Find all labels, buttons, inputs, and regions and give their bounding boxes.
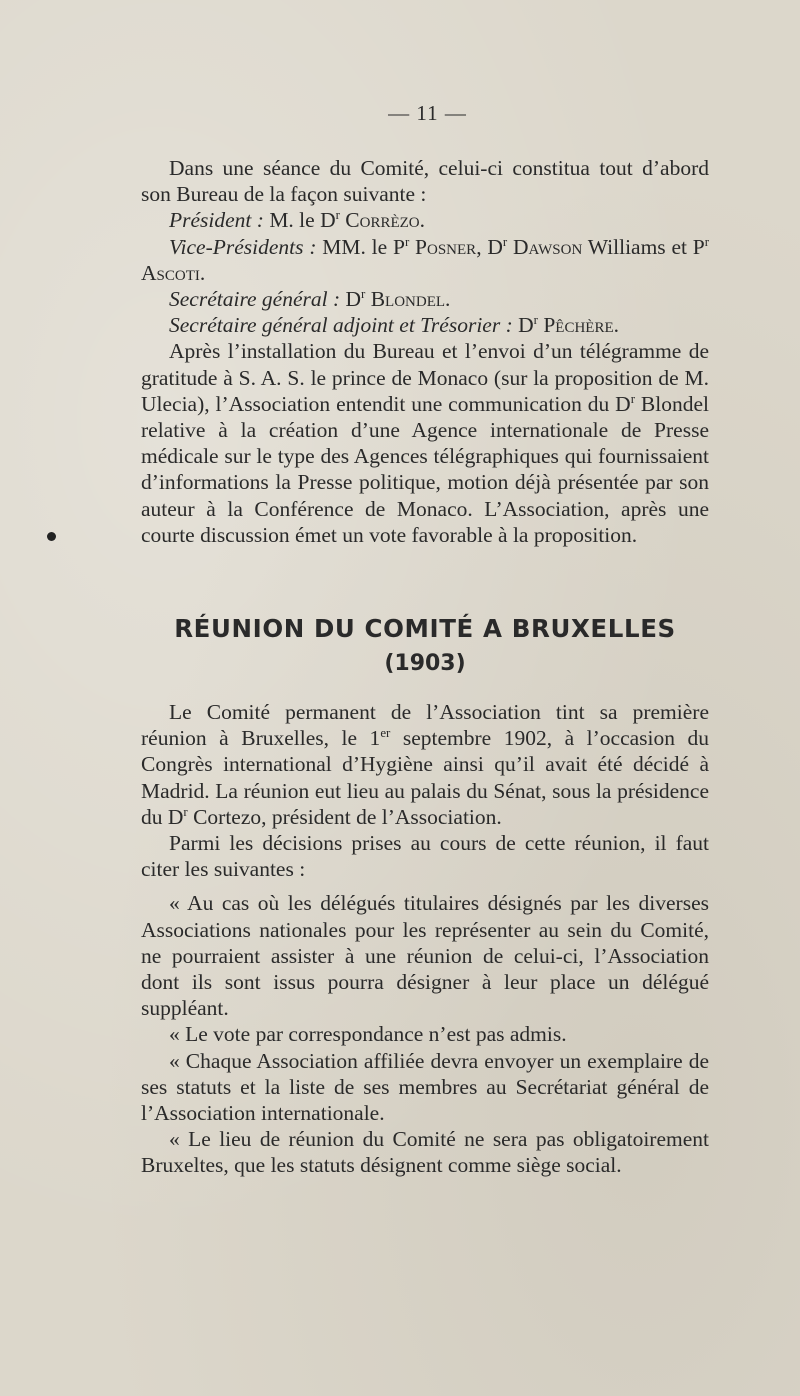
deputy-secretary-line: Secrétaire général adjoint et Trésorier : $D^r$ Pêchère. [169, 313, 619, 338]
quoted-rule-4: « Le lieu de réunion du Comité ne sera pas obligatoirement Bruxeltes, que les statuts désignent comme siège social. [141, 1127, 709, 1178]
body-paragraph-1: Le Comité permanent de l’Association tint sa première réunion à Bruxelles, le 1er septembre 1902, à l’occasion du Congrès international d’Hygiène ainsi qu’il avait été décidé à Madrid. La réunion eut lieu au palais du Sénat, sous la présidence du $D^r$ Cortezo, président de l’Association. [141, 700, 710, 829]
vice-presidents-line: Vice-Présidents : MM. le $P^r$ Posner, $D^r$ Dawson Williams et $P^r$ Ascoti. [141, 234, 710, 285]
president-name: Corrèzo. [345, 208, 425, 233]
body-paragraph-2: Parmi les décisions prises au cours de cette réunion, il faut citer les suivantes : [141, 831, 709, 882]
president-role: Président : [169, 208, 264, 233]
quoted-rule-1: « Au cas où les délégués titulaires désignés par les diverses Associations nationales pour les représenter au sein du Comité, ne pourraient assister à une réunion de celui-ci, l’Association dont ils sont issus pourra désigner à leur place un délégué suppléant. [141, 891, 709, 1021]
section-heading: RÉUNION DU COMITÉ A BRUXELLES [174, 614, 676, 643]
ink-speck [47, 532, 56, 541]
secretary-general-role: Secrétaire général : [169, 287, 341, 312]
body-text [141, 699, 709, 1179]
intro-text [141, 155, 709, 548]
intro-paragraph-2: Après l’installation du Bureau et l’envoi d’un télégramme de gratitude à S. A. S. le prince de Monaco (sur la proposition de M. Ulecia), l’Association entendit une communication du $D^r$ Blondel relative à la création d’une Agence internationale de Presse médicale sur le type des Agences télégraphiques qui fournissaient d’informations la Presse politique, motion déjà présentée par son auteur à la Conférence de Monaco. L’Association, après une courte discussion émet un vote favorable à la proposition. [141, 339, 709, 547]
section-year: (1903) [384, 651, 466, 676]
secretary-general-line: Secrétaire général : $D^r$ Blondel. [169, 286, 451, 312]
quoted-rule-2: « Le vote par correspondance n’est pas admis. [169, 1022, 567, 1047]
president-line: Président : M. le $D^r$ Corrèzo. [169, 208, 425, 233]
deputy-secretary-role: Secrétaire général adjoint et Trésorier : [169, 313, 513, 338]
page-number: — 11 — [388, 101, 467, 125]
quoted-rule-3: « Chaque Association affiliée devra envoyer un exemplaire de ses statuts et la liste de ses membres au Secrétariat général de l’Association internationale. [141, 1048, 709, 1126]
intro-paragraph-1: Dans une séance du Comité, celui-ci constitua tout d’abord son Bureau de la façon suivante : [141, 156, 709, 207]
vice-presidents-role: Vice-Présidents : [169, 234, 317, 259]
